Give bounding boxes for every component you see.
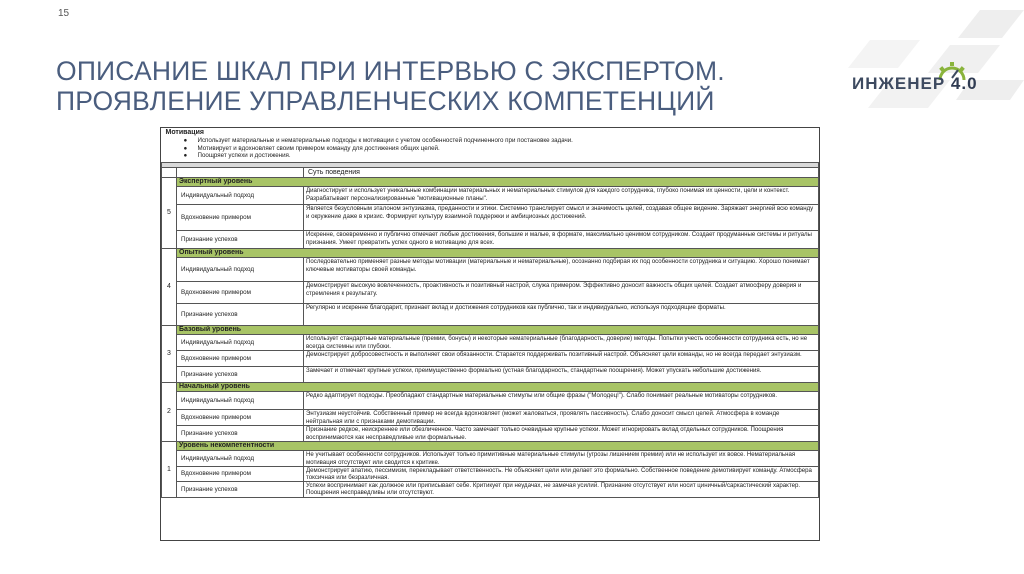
motivation-item: ● Мотивирует и вдохновляет своим примером команду для достижения общих целей. <box>183 144 440 152</box>
table-row: Вдохновение примером Демонстрирует апатию, пессимизм, перекладывает ответственность. Не объясняет цели или делает это формально. Собственное поведение демотивирует команду. Атмосфера токсичная или безразличная. <box>162 466 819 481</box>
logo-word: ИНЖЕНЕР <box>852 74 946 93</box>
logo-version: 4.0 <box>950 74 978 93</box>
table-row: Признание успехов Признание редкое, неискреннее или обезличенное. Часто замечает только очевидные крупные успехи. Может игнорировать вклад отдельных сотрудников. Поощрения воспринимаются как несправедливые или формальные. <box>162 426 819 442</box>
table-row: Индивидуальный подход Не учитывает особенности сотрудников. Использует только примитивные материальные стимулы (угрозы лишением премии) или не использует их вовсе. Нематериальная мотивация отсутствует или сводится к критике. <box>162 451 819 466</box>
title-line-1: ОПИСАНИЕ ШКАЛ ПРИ ИНТЕРВЬЮ С ЭКСПЕРТОМ. <box>56 56 725 86</box>
motivation-item: ● Использует материальные и нематериальные подходы к мотивации с учетом особенностей подчиненного при постановке задачи. <box>183 137 573 145</box>
table-row: Вдохновение примером Демонстрирует высокую вовлеченность, проактивность и позитивный настрой, служа примером. Эффективно доносит важность общих целей. Создает атмосферу доверия и стремления к результату. <box>162 282 819 304</box>
level-number: 2 <box>162 383 177 442</box>
table-header <box>162 168 819 178</box>
level-number: 1 <box>162 442 177 497</box>
level-number: 4 <box>162 249 177 326</box>
level-number: 3 <box>162 326 177 383</box>
motivation-heading: Мотивация <box>165 129 204 136</box>
motivation-item: ● Поощряет успехи и достижения. <box>183 152 291 160</box>
table-row: Признание успехов Регулярно и искренне благодарит, признает вклад и достижения сотрудников как публично, так и индивидуально, используя подходящие форматы. <box>162 304 819 326</box>
title-line-2: ПРОЯВЛЕНИЕ УПРАВЛЕНЧЕСКИХ КОМПЕТЕНЦИЙ <box>56 86 715 116</box>
table-row: Вдохновение примером Является безусловным эталоном энтузиазма, преданности и этики. Системно транслирует смысл и значимость целей, создавая общее видение. Заряжает энергией всю команду и окружение даже в кризис. Формирует культуру взаимной поддержки и амбициозных достижений. <box>162 205 819 231</box>
table-row: Признание успехов Искренне, своевременно и публично отмечает любые достижения, большие и малые, в формате, максимально ценимом сотрудником. Создает продуманные системы и ритуалы признания. Умеет превратить успех одного в мотивацию для всех. <box>162 231 819 249</box>
table-row: Признание успехов Замечает и отмечает крупные успехи, преимущественно формально (устная благодарность, стандартные поощрения). Может упускать небольшие достижения. <box>162 367 819 383</box>
table-row: Индивидуальный подход Диагностирует и использует уникальные комбинации материальных и нематериальных стимулов для каждого сотрудника, глубоко понимая их ценности, цели и контекст. Разрабатывает персонализированные "мотивационные планы". <box>162 187 819 205</box>
level-name: Базовый уровень <box>177 326 819 335</box>
page-number: 15 <box>58 8 70 19</box>
level-name: Экспертный уровень <box>177 178 819 187</box>
page-title <box>56 56 776 116</box>
logo-text <box>852 74 978 94</box>
level-number: 5 <box>162 178 177 249</box>
table-row: Признание успехов Успехи воспринимает как должное или приписывает себе. Критикует при неудачах, не замечая усилий. Признание отсутствует или носит циничный/саркастический характер. Поощрения несправедливы или отсутствуют. <box>162 482 819 497</box>
level-name: Уровень некомпетентности <box>177 442 819 451</box>
level-name: Опытный уровень <box>177 249 819 258</box>
level-name: Начальный уровень <box>177 383 819 392</box>
table-row: Вдохновение примером Энтузиазм неустойчив. Собственный пример не всегда вдохновляет (может жаловаться, проявлять пассивность). Слабо доносит смысл целей. Атмосфера в команде нейтральная или с признаками демотивации. <box>162 410 819 426</box>
table-row: Индивидуальный подход Последовательно применяет разные методы мотивации (материальные и нематериальные), осознанно подбирая их под особенности сотрудника и ситуацию. Хорошо понимает ключевые мотиваторы своей команды. <box>162 258 819 282</box>
table-row: Вдохновение примером Демонстрирует добросовестность и выполняет свои обязанности. Старается поддерживать позитивный настрой. Объясняет цели команды, но не всегда передает энтузиазм. <box>162 351 819 367</box>
header-behavior: Суть поведения <box>304 168 819 178</box>
table-row: Индивидуальный подход Редко адаптирует подходы. Преобладают стандартные материальные стимулы или общие фразы ("Молодец!"). Слабо понимает реальные мотиваторы сотрудников. <box>162 392 819 410</box>
table-row: Индивидуальный подход Использует стандартные материальные (премии, бонусы) и некоторые нематериальные (благодарность, доверие) методы. Попытки учесть особенности сотрудника есть, но не всегда системны или глубоки. <box>162 335 819 351</box>
decorative-stripes <box>830 0 1024 120</box>
competency-table <box>160 127 820 541</box>
